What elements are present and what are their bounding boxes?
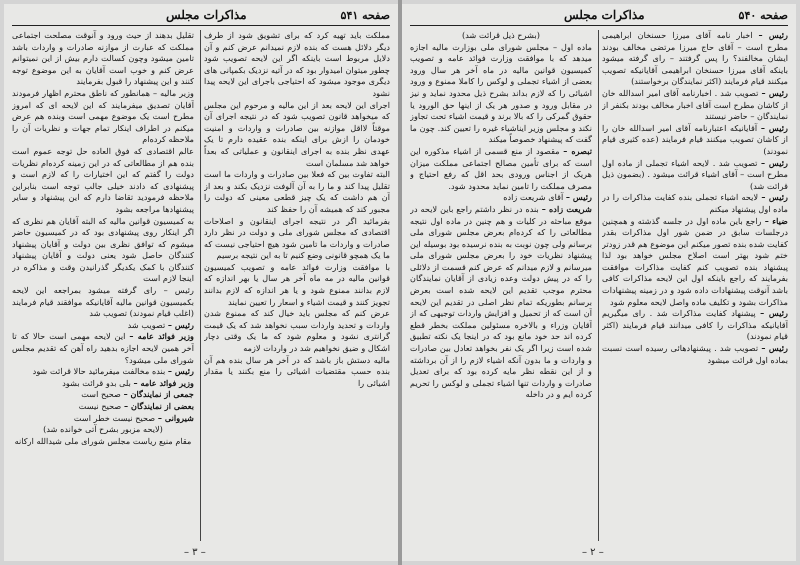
- speech: صحیح است: [81, 389, 121, 400]
- speech: صحیح نیست خطر است: [73, 412, 156, 423]
- paragraph: [410, 42, 592, 146]
- paragraph: مملکت باید تهیه کرد که برای تشویق شود از طرف دیگر دلائل هست که بنده لازم نمیدانم عرض کنم و آن دلایل مربوط است باینکه اگر این لایحه تصویب شود چطور میتوان امیدوار بود که در آتیه نزدیک بکمپانی های دیگری موجود میشود که احتیاجی باجرای این لایحه پیدا نشود: [204, 30, 390, 98]
- paragraph: [602, 123, 788, 158]
- paragraph: به کمیسیون قوانین مالیه که البته آقایان هم نظری که اگر اینکار روی پیشنهادی بود که در کمیسیون حاضر میشوم که توافق نظری بین دولت و آقایان پیشنهاد کنندگان حاصل شود یعنی دولت و آقایان پیشنهاد کنندگان با کمک یکدیگر گذرانیدن وقت و مذاکره در اینجا لازم است: [12, 215, 194, 284]
- paragraph: [602, 216, 788, 309]
- paragraph: البته تفاوت بین که فعلا بین صادرات و واردات ما است تقلیل پیدا کند و ما را به آن آلوفت نزدیک بکند و بعد از آن هم داشت که یک چیز قطعی معینی که دولت را مجبور کند که همیشه آن را حفظ کند: [204, 169, 390, 214]
- left-page: [4, 4, 398, 561]
- paragraph: [602, 308, 788, 343]
- speaker: رئیس –: [565, 192, 592, 203]
- speaker: رئیس –: [167, 319, 194, 330]
- paragraph: [410, 146, 592, 192]
- speech: صحیح نیست: [78, 401, 122, 411]
- paragraph: تقلیل بدهند از حیث ورود و آنوقت مصلحت اجتماعی مملکت که عبارت از موازنه صادرات و واردات باشد تامین میشود وچون کسالت دارم بیش از این نمیتوانم عرض کنم و خوب است آقایان به این موضوع توجه کنند و این پیشنهاد را قبول بفرمایند: [12, 30, 194, 87]
- paragraph: [410, 204, 592, 401]
- speech: بنده در نظر داشتم راجع باین لایحه در موقع مباحثه در کلیات و هم چنین در ماده اول نتیجه مطالعاتی را که کرده‌ام بعرض مجلس شورای ملی برسانم ولی چون نوبت به بنده نرسیده بود بوسیله این پیشنهاد نظریات خود را بعرض مجلس شورای ملی میرسانم و لازم میدانم که عرض کنم قسمت از دلائلی را که در پیش دولت وعده زیادی از آقایان نمایندگان محترم موجب تقدیم این لایحه شده است بعرض برسانم بطوریکه تمام نظر اصلی در تقدیم این لایحه آن است که از تحمیل و افزایش واردات توجیهی که از آقایان وزراء و بالاخره مسئولین مملکت بخطر قطع کرده اند حد خود مانع بود که در اینجا یک نکته تطبیق شده است زیرا اگر یک نفر بخواهد تعادل بین صادرات و واردات و ما بدون آنکه اشیاء لازم را از آن برداشته و از این نقطه نظر مایه کرده بود که برای تعدیل صادرات و واردات تنها اشیاء تجملی و لوکس را تحریم کرده ایم و در داخله: [410, 203, 592, 400]
- paragraph: [602, 88, 788, 123]
- speaker: رئیس –: [761, 192, 788, 203]
- paragraph: [12, 331, 194, 366]
- paragraph: بفرمائید اگر در نتیجه اجرای اینقانون و اصلاحات اقتصادی که مجلس شورای ملی و دولت در نظر دارد صادرات و واردات ما تامین شود هیچ احتیاجی نیست که ما یک همچو قانونی وضع کنیم تا به این نتیجه برسیم: [204, 215, 390, 261]
- left-column-divider: [200, 30, 201, 541]
- left-page-title: مذاکرات مجلس: [165, 8, 247, 22]
- speech: آقای شریعت زاده: [503, 192, 564, 203]
- speech: لایحه اشیاء تجملی بنده کفایت مذاکرات را در ماده اول پیشنهاد میکنم: [602, 192, 788, 214]
- left-page-label: صفحه ۵۴۱: [340, 8, 390, 22]
- paragraph: عالم اقتصادی که فوق العاده حل توجه عموم است بنده هم از مطالعاتی که در این زمینه کرده‌ام نظریات دولت را گفتم که این اختیارات را که لازم است و پیشنهادی که دادند خیلی جالب توجه است بنابراین ملاحظه فرمودید تقاضا دارم که این پیشنهاد و سایر پیشنهادها مراجعه بشود: [12, 145, 194, 214]
- paragraph: [12, 424, 194, 436]
- speaker: ضیاء –: [764, 215, 788, 226]
- right-header-rule: [410, 25, 788, 26]
- speaker: رئیس –: [758, 30, 788, 40]
- paragraph: [12, 366, 194, 378]
- speech: این لایحه مهمی است حالا که تا آخر همین لایحه اجازه بدهید راه آهن که تقدیم مجلس شورای ملی میشود؟: [12, 331, 194, 365]
- paragraph: مالیه دستش باز باشد که در آخر هر سال بنده هم آن بنده حسب مقتضیات اشیائی را منع بکنند یا مقدار اشیائی را: [204, 354, 390, 388]
- paragraph: [602, 343, 788, 366]
- paragraph: [12, 413, 194, 425]
- speech: (بشرح ذیل قرائت شد): [462, 30, 540, 40]
- speaker: جمعی از نمایندگان –: [123, 389, 194, 400]
- right-page-title: مذاکرات مجلس: [563, 8, 645, 22]
- paragraph: [12, 436, 194, 448]
- speech: تصویب شد . پیشنهادهائی رسیده است نسبت بماده اول قرائت میشود: [602, 343, 788, 365]
- speaker: رئیس –: [760, 308, 788, 319]
- paragraph: [12, 320, 194, 332]
- speaker: رئیس –: [761, 87, 788, 98]
- paragraph: وزیر مالیه – همانطور که ناطق محترم اظهار فرمودند آقایان تصدیق میفرمایند که این لایحه ای که امروز مطرح است یک موضوع مهمی است وبنده هم عرض میکنم در اطراف اینکار تمام جهات و نظریات آن را ملاحظه کرده‌ام: [12, 87, 194, 145]
- left-page-number: – ۳ –: [184, 547, 206, 558]
- speech: آقایانیکه اعتبارنامه آقای امیر اسدالله خان را از کاشان تصویب میکنند قیام فرمایند (عده کثیری قیام نمودند): [602, 122, 788, 156]
- right-page-label: صفحه ۵۴۰: [738, 8, 788, 22]
- paragraph: [12, 378, 194, 390]
- speaker: تبصره –: [563, 145, 592, 156]
- paragraph: [410, 30, 592, 42]
- speech: تصویب شد . لایحه اشیاء تجملی از ماده اول مطرح است – آقای اشیاء قرائت میشود . (بضمون ذیل قرائت شد): [602, 157, 788, 191]
- paragraph: [602, 158, 788, 193]
- left-page-header: [12, 6, 390, 24]
- speech: بلی بدو قرائت بشود: [62, 377, 131, 388]
- speaker: شریعت زاده –: [541, 203, 592, 214]
- speaker: شیروانی –: [157, 412, 194, 423]
- paragraph: اجرای این لایحه بعد از این مالیه و مرحوم این مجلس که میخواهد قانون تصویب شود که در نتیجه اجرای آن موقتاً لااقل موازنه بین صادرات و واردات و امنیت خودمان را ازش برای اینکه بنده عقیده دارم تا یک عهدی نظر بنده به اجرای اینقانون و عملیاتی که بعداً خواهد شد مسلمان است: [204, 99, 390, 168]
- right-column-divider: [598, 30, 599, 541]
- speech: مقصود از منع قسمی از اشیاء مذکوره این است که برای تأمین مصالح اجتماعی مملکت میزان هریک از اجناس ورودی بحد اقل که رفع احتیاج و مصرف مملکت را تامین نماید محدود شود.: [410, 145, 592, 191]
- speaker: وزیر فوائد عامه –: [129, 331, 194, 342]
- speaker: بعضی از نمایندگان –: [124, 401, 194, 411]
- paragraph: [12, 401, 194, 413]
- speech: (لایحه مزبور بشرح آتی خوانده شد): [43, 424, 163, 435]
- speaker: رئیس –: [760, 122, 788, 133]
- paragraph: [602, 30, 788, 88]
- speech: راجع باین ماده اول در جلسه گذشته و همچنین درجلسات سابق در ضمن شور اول مذاکرات بقدر کفایت شده بنده تصور میکنم این موضوع هم قدر زودتر ختم شود بهتر است اصلاح مجلس خواهد بود لذا پیشنهاد بنده تصویب کنم کفایت مذاکرات موافقت بفرمایند که راجع باینکه اول این لایحه مذاکرات کافی باشد آنوقت پیشنهادات داده شود و در زمینه پیشنهادات مذاکرات بشود و تکلیف ماده واصل لایحه معلوم شود: [602, 215, 788, 307]
- speech: تصویب شد . اخبارنامه آقای امیر اسدالله خان از کاشان مطرح است آقای اخبار مخالف بودند بکنفر از نمایندگان – حاضر نیستند: [602, 87, 788, 122]
- speech: پیشنهاد کفایت مذاکرات شد . رای میگیریم آقایانیکه مذاکرات را کافی میدانند قیام فرمایند (اکثر قیام نمودند): [602, 308, 788, 342]
- paragraph: عرض کنم که مجلس باید خیال کند که ممنوع شدن واردات و تحدید واردات سبب نخواهد شد که یک قیمت گرانتری نشود و معلوم شود که ما یک وقتی دچار اشکال و ضیق نخواهیم شد در واردات لازمه: [204, 308, 390, 354]
- speech: اخبار نامه آقای میرزا حسنخان ابراهیمی مطرح است – آقای حاج میرزا مرتضی مخالف بودند ایشان مخالفند؟ را پس گرفتند – رای گرفته میشود باینکه آقای میرزا حسنخان ابراهیمی آقایانیکه تصویب میکنند قیام فرمایند (اکثر نمایندگان برخواستند): [602, 30, 788, 87]
- speech: مقام منیع ریاست مجلس شورای ملی شیدالله ارکانه: [14, 435, 192, 446]
- right-page-left-column: [410, 30, 592, 543]
- paragraph: با موافقت وزارت فوائد عامه و تصویب کمیسیون قوانین مالیه در مه ماه آخر هر سال یا بهر اندازه که لازم بدانند ممنوع شود و یا هر اندازه که لازم بدانند تجویز کنند و قیمت اشیاء و اسعار را تعیین نمایند: [204, 261, 390, 307]
- left-page-left-column: [12, 30, 194, 543]
- right-page-header: [410, 6, 788, 24]
- speaker: رئیس –: [761, 157, 788, 168]
- speech: ماده اول – مجلس شورای ملی بوزارت مالیه اجازه میدهد که با موافقت وزارت فوائد عامه و تصویب کمیسیون قوانین مالیه در ماه آخر هر سال ورود بعضی از اشیاء تجملی و لوکس را کاملا ممنوع و ورود اشیائی را که لازم بداند بشرح ذیل محدود نماید و نیز در مقابل ورود و صدور هر یک از اینها حق الورود یا حقوق گمرکی را که بالا برند و قیمت اشیاء تحت تجاوز نکند و مجلس وزیر ایناشیاء غیره را تعیین کند. چون ما گفت که پیشنهاد خصوصاً میکند: [410, 41, 592, 145]
- paragraph: [602, 192, 788, 215]
- speaker: رئیس –: [761, 343, 788, 354]
- paragraph: [410, 192, 592, 204]
- speaker: وزیر فوائد عامه –: [133, 377, 194, 388]
- speaker: رئیس –: [167, 366, 194, 377]
- right-page-right-column: [602, 30, 788, 543]
- speech: بنده مخالفت میفرمائید حالا قرائت شود: [32, 366, 166, 377]
- paragraph: [12, 389, 194, 401]
- left-header-rule: [12, 25, 390, 26]
- paragraph: رئیس – رای گرفته میشود بمراجعه این لایحه بکمیسیون قوانین مالیه آقایانیکه موافقند قیام فرمایند (اغلب قیام نمودند) تصویب شد: [12, 285, 194, 319]
- speech: تصویب شد: [127, 319, 166, 330]
- left-page-right-column: [204, 30, 390, 543]
- right-page: [402, 4, 796, 561]
- right-page-number: – ۲ –: [582, 547, 604, 558]
